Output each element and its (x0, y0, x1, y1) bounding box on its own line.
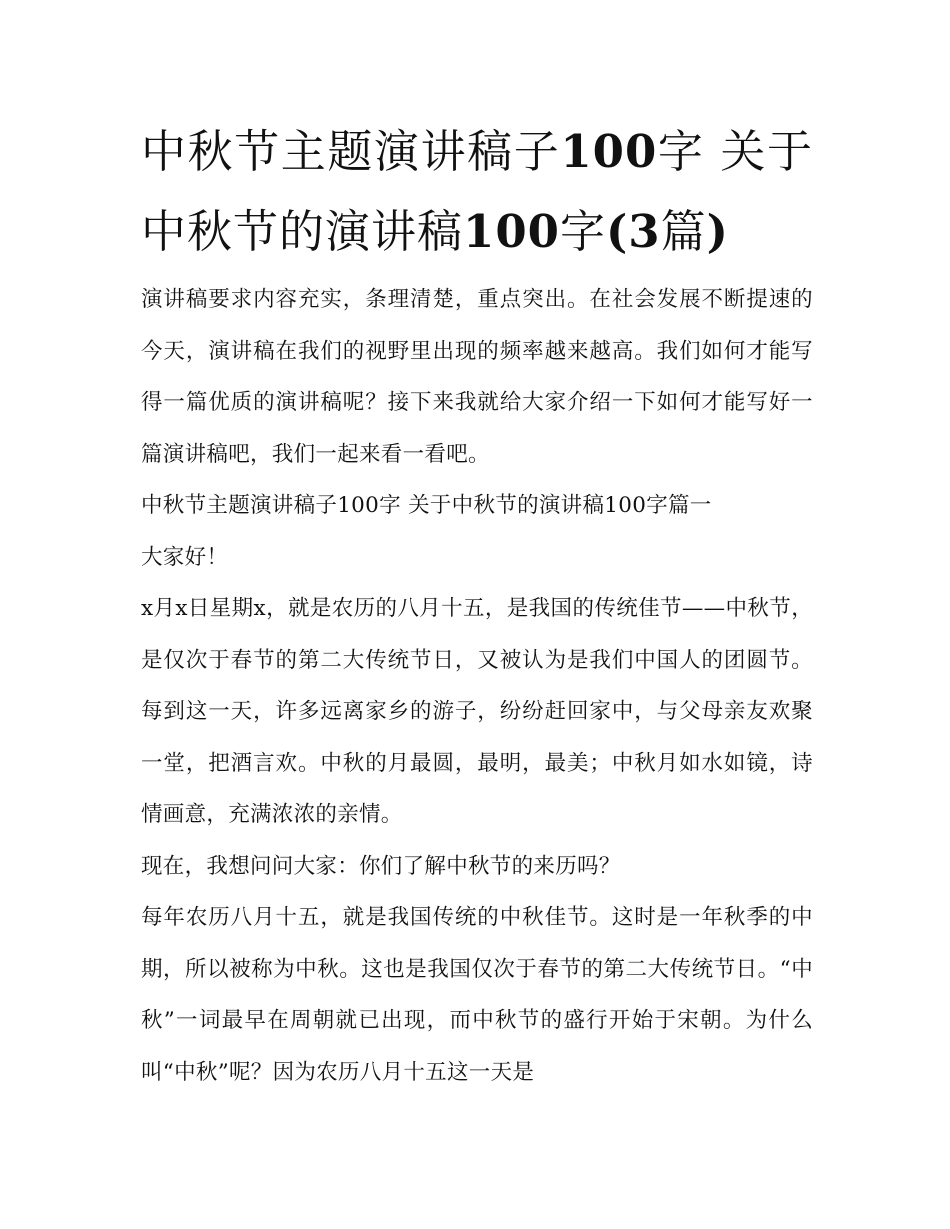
title-number: 100 (463, 205, 560, 258)
title-number: 100 (560, 125, 658, 178)
document-body (141, 112, 813, 1098)
body-paragraph: x月x日星期x，就是农历的八月十五，是我国的传统佳节——中秋节，是仅次于春节的第二大传统节日，又被认为是我们中国人的团圆节。每到这一天，许多远离家乡的游子，纷纷赶回家中，与父母亲友欢聚一堂，把酒言欢。中秋的月最圆，最明，最美；中秋月如水如镜，诗情画意，充满浓浓的亲情。 (141, 596, 813, 827)
section-heading: 中秋节主题演讲稿子100字 关于中秋节的演讲稿100字篇一 (141, 493, 712, 518)
greeting-paragraph: 大家好！ (141, 544, 229, 570)
history-paragraph: 每年农历八月十五，就是我国传统的中秋佳节。这时是一年秋季的中期，所以被称为中秋。这也是我国仅次于春节的第二大传统节日。“中秋”一词最早在周朝就已出现，而中秋节的盛行开始于宋朝。为什么叫“中秋”呢？因为农历八月十五这一天是 (141, 905, 813, 1085)
intro-paragraph: 演讲稿要求内容充实，条理清楚，重点突出。在社会发展不断提速的今天，演讲稿在我们的视野里出现的频率越来越高。我们如何才能写得一篇优质的演讲稿呢？接下来我就给大家介绍一下如何才能写好一篇演讲稿吧，我们一起来看一看吧。 (141, 287, 813, 467)
question-paragraph: 现在，我想问问大家：你们了解中秋节的来历吗？ (141, 853, 621, 879)
document-title: 中秋节主题演讲稿子100字 关于中秋节的演讲稿100字(3篇) (141, 125, 813, 258)
title-number: ) (706, 205, 729, 258)
title-number: (3 (605, 205, 661, 258)
